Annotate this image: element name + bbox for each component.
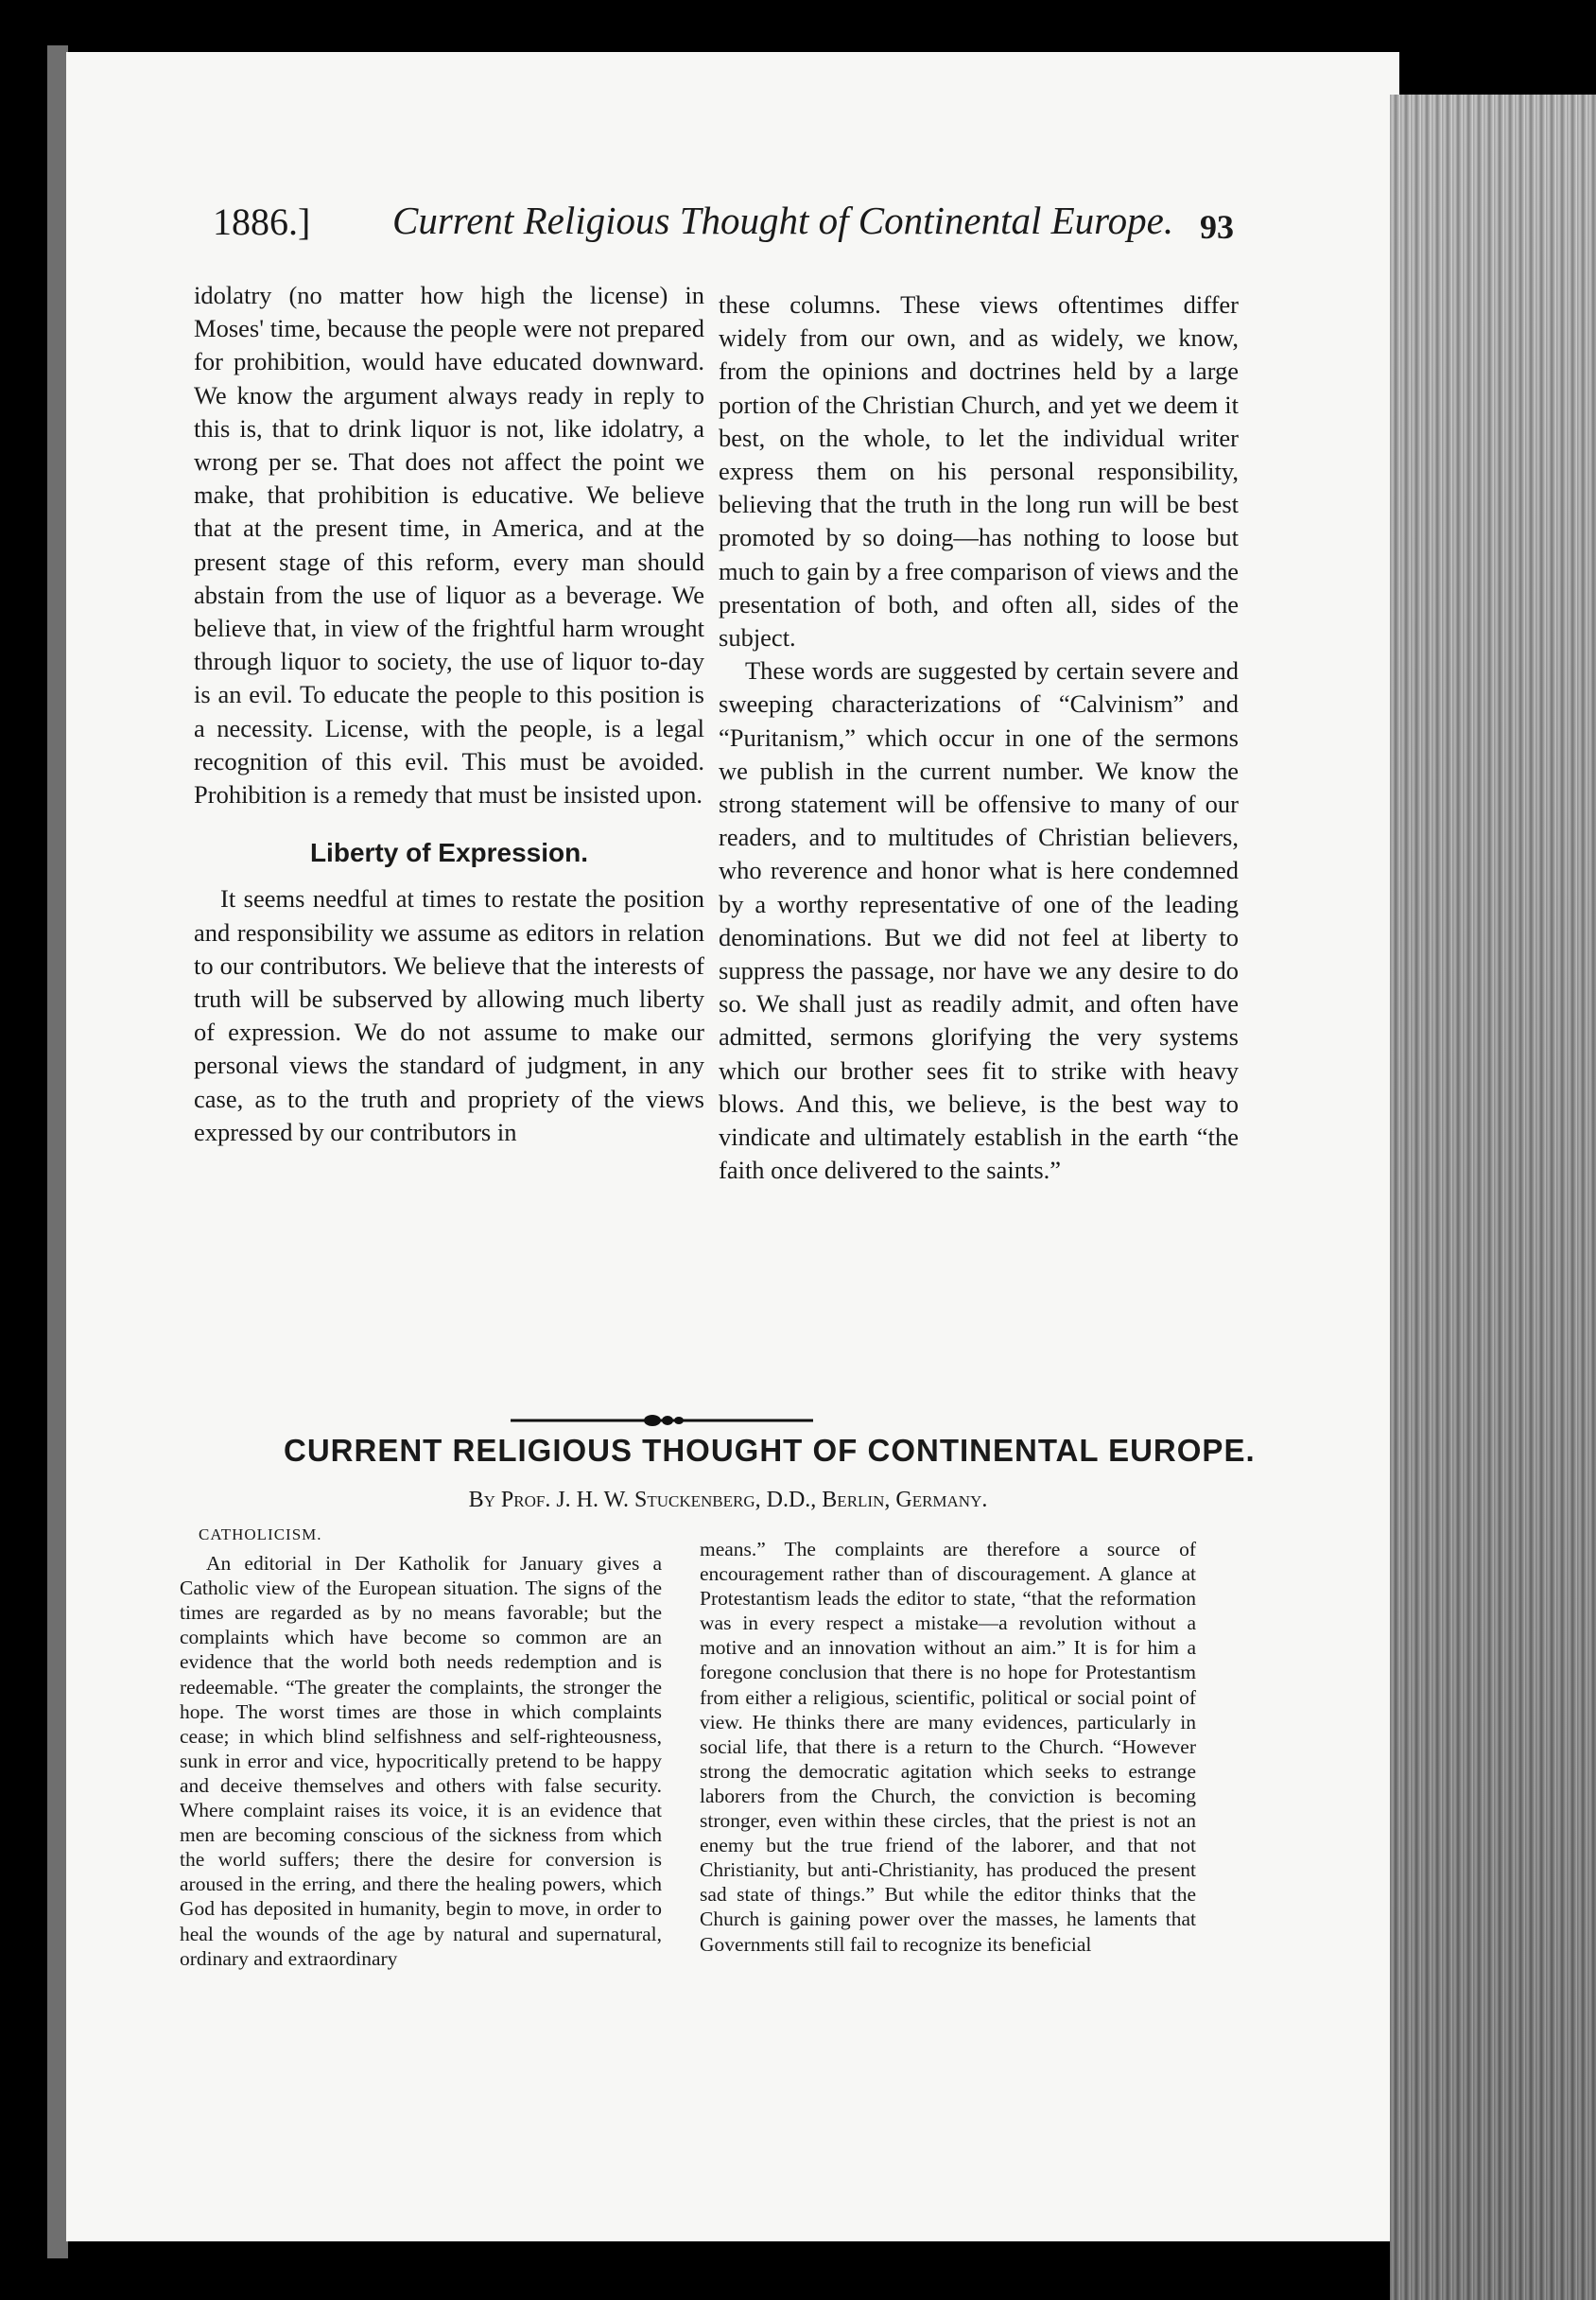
paragraph: idolatry (no matter how high the license) in Moses' time, because the people were not prepared for prohibition, would have educated downward. We know the argument always ready in reply to this is, that to drink liquor is not, like idolatry, a wrong per se. That does not affect the point we make, that prohibition is educative. We believe that at the present time, in America, and at the present stage of this reform, every man should abstain from the use of liquor as a beverage. We believe that, in view of the frightful harm wrought through liquor to society, the use of liquor to-day is an evil. To educate the people to this position is a necessity. License, with the people, is a legal recognition of this evil. This must be avoided. Prohibition is a remedy that must be insisted upon.	[194, 281, 704, 810]
article-right-column	[700, 1537, 1196, 1957]
paragraph: these columns. These views oftentimes differ widely from our own, and as widely, we know, from the opinions and doctrines held by a large portion of the Christian Church, and yet we deem it best, on the whole, to let the individual writer express them on his personal responsibility, believing that the truth in the long run will be best promoted by so doing—has nothing to loose but much to gain by a free comparison of views and the presentation of both, and often all, sides of the subject.	[719, 290, 1239, 653]
header-running-title: Current Religious Thought of Continental Europe.	[392, 199, 1174, 242]
paragraph: These words are suggested by certain severe and sweeping characterizations of “Calvinism” and “Puritanism,” which occur in one of the sermons we publish in the current number. We know the strong statement will be offensive to many of our readers, and to multitudes of Christian believers, who reverence and honor what is here condemned by a worthy representative of one of the leading denominations. But we did not feel at liberty to suppress the passage, nor have we any desire to do so. We shall just as readily admit, and often have admitted, sermons glorifying the very systems which our brother sees fit to strike with heavy blows. And this, we believe, is the best way to vindicate and ultimately establish in the earth “the faith once delivered to the saints.”	[719, 656, 1239, 1185]
book-page-edges	[1390, 95, 1596, 2300]
article-left-column	[180, 1523, 662, 1971]
page-number: 93	[1200, 208, 1234, 246]
article-byline: By Prof. J. H. W. Stuckenberg, D.D., Berlin, Germany.	[468, 1488, 988, 1512]
article-subheading: CATHOLICISM.	[199, 1525, 322, 1543]
article-title: CURRENT RELIGIOUS THOUGHT OF CONTINENTAL EUROPE.	[284, 1433, 1256, 1468]
book-spine-edge	[47, 45, 68, 2258]
editorial-right-column	[719, 288, 1239, 1187]
running-header	[213, 194, 1234, 251]
section-heading: Liberty of Expression.	[309, 838, 589, 868]
ornament-divider	[511, 1413, 813, 1428]
paragraph: An editorial in Der Katholik for January gives a Catholic view of the European situation. The signs of the times are regarded as by no means favorable; but the complaints which have become so common are an evidence that the world both needs redemption and is redeemable. “The greater the complaints, the stronger the hope. The worst times are those in which complaints cease; in which blind selfishness and self-righteousness, sunk in error and vice, hypocritically pretend to be happy and deceive themselves and others with false security. Where complaint raises its voice, it is an evidence that men are becoming conscious of the sickness from which the world suffers; there the desire for conversion is aroused in the erring, and there the healing powers, which God has deposited in humanity, begin to move, in order to heal the wounds of the age by natural and supernatural, ordinary and extraordinary	[180, 1552, 662, 1970]
editorial-left-column	[194, 279, 704, 1149]
paragraph: means.” The complaints are therefore a source of encouragement rather than of discouragement. A glance at Protestantism leads the editor to state, “that the reformation was in every respect a mistake—a revolution without a motive and an innovation without an aim.” It is for him a foregone conclusion that there is no hope for Protestantism from either a religious, scientific, political or social point of view. He thinks there are many evidences, particularly in social life, that there is a return to the Church. “However strong the democratic agitation which seeks to estrange laborers from the Church, the conviction is becoming stronger, even within these circles, that the priest is not an enemy but the true friend of the laborer, and that not Christianity, but anti-Christianity, has produced the present sad state of things.” But while the editor thinks that the Church is gaining power over the masses, he laments that Governments still fail to recognize its beneficial	[700, 1538, 1196, 1956]
header-year: 1886.]	[213, 200, 311, 243]
paragraph: It seems needful at times to restate the position and responsibility we assume as editors in relation to our contributors. We believe that the interests of truth will be subserved by allowing much liberty of expression. We do not assume to make our personal views the standard of judgment, in any case, as to the truth and propriety of the views expressed by our contributors in	[194, 884, 704, 1146]
